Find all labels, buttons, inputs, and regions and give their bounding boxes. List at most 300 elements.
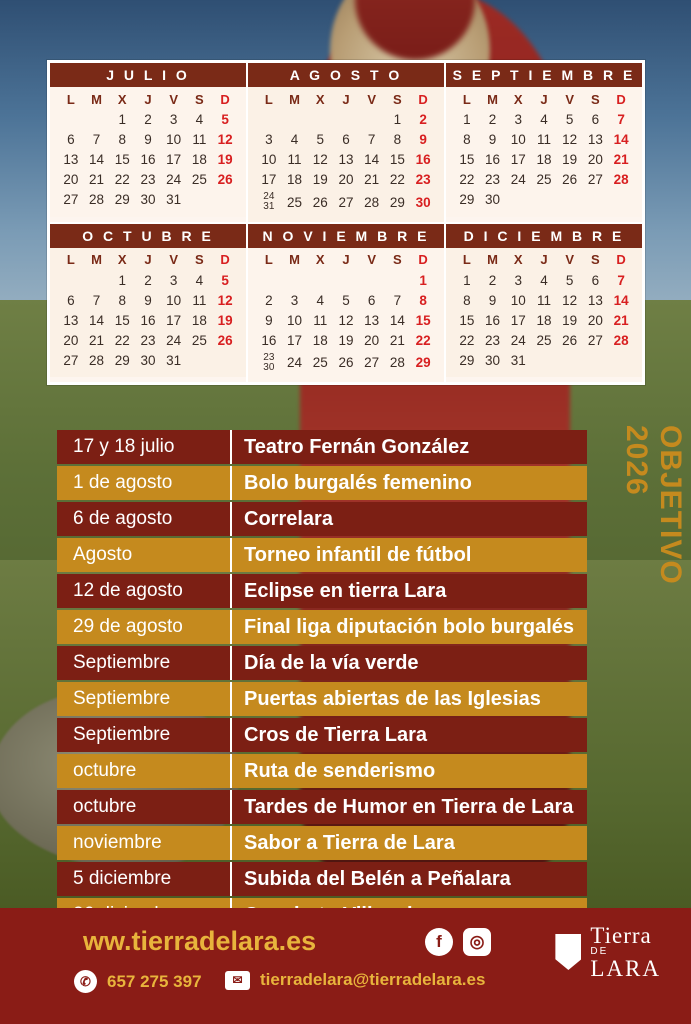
- weekday-header: D: [220, 252, 230, 267]
- calendar-day[interactable]: 10: [510, 292, 526, 308]
- calendar-day[interactable]: 27: [338, 194, 354, 210]
- calendar-day[interactable]: 4: [316, 292, 325, 308]
- calendar-day[interactable]: 12: [217, 132, 233, 147]
- calendar-week-row: [256, 110, 436, 130]
- event-row[interactable]: [57, 862, 587, 896]
- calendar-day-empty: [385, 270, 411, 290]
- calendar-day[interactable]: 26: [217, 332, 233, 348]
- calendar-day[interactable]: 3: [169, 112, 178, 127]
- calendar-day[interactable]: 20: [364, 332, 380, 348]
- calendar-day-empty: [359, 270, 385, 290]
- event-date: Agosto: [57, 538, 232, 572]
- calendar-day[interactable]: 9: [265, 312, 273, 328]
- calendar-day[interactable]: 23: [485, 332, 501, 348]
- phone-number[interactable]: 657 275 397: [107, 971, 202, 991]
- month-body: [50, 87, 246, 217]
- calendar-day[interactable]: 11: [536, 292, 551, 308]
- calendar-week-row: [256, 130, 436, 150]
- calendar-day[interactable]: 1: [419, 272, 427, 288]
- calendar-week-row: [454, 110, 634, 130]
- calendar-day[interactable]: 14: [389, 312, 405, 328]
- calendar-day[interactable]: 6: [591, 112, 600, 127]
- calendar-day[interactable]: 31: [166, 352, 182, 368]
- calendar-day[interactable]: 28: [364, 194, 380, 210]
- calendar-day[interactable]: 23 30: [263, 351, 275, 373]
- weekday-header: L: [66, 252, 75, 267]
- calendar-day-empty: [531, 190, 557, 210]
- calendar-day[interactable]: 26: [338, 355, 354, 370]
- event-date: 5 diciembre: [57, 862, 232, 896]
- envelope-icon: ✉: [225, 971, 250, 990]
- calendar-day[interactable]: 25: [191, 172, 207, 187]
- month-title: S E P T I E M B R E: [446, 63, 642, 87]
- calendar-day[interactable]: 28: [89, 352, 105, 368]
- calendar-day[interactable]: 17: [510, 312, 526, 328]
- calendar-day[interactable]: 12: [217, 292, 233, 308]
- calendar-week-row: [256, 350, 436, 375]
- calendar-day-empty: [608, 350, 634, 370]
- calendar-day[interactable]: 19: [562, 312, 578, 328]
- calendar-day[interactable]: 20: [63, 172, 79, 187]
- calendar-day[interactable]: 29: [114, 352, 130, 368]
- weekday-header: V: [169, 252, 178, 267]
- weekday-header: X: [117, 91, 127, 107]
- month-title: D I C I E M B R E: [446, 224, 642, 248]
- calendar-day[interactable]: 10: [510, 132, 526, 147]
- calendar-day[interactable]: 29: [459, 352, 475, 368]
- event-name: Bolo burgalés femenino: [232, 466, 587, 500]
- event-name: Cros de Tierra Lara: [232, 718, 587, 752]
- calendar-day[interactable]: 3: [265, 132, 273, 147]
- calendar-day[interactable]: 7: [617, 112, 625, 127]
- calendar-day[interactable]: 3: [169, 272, 178, 288]
- calendar-day[interactable]: 18: [191, 312, 207, 328]
- calendar-day-empty: [505, 190, 531, 210]
- instagram-icon[interactable]: ◎: [463, 928, 491, 956]
- calendar-day[interactable]: 20: [338, 172, 354, 187]
- calendar-day[interactable]: 13: [587, 132, 603, 147]
- brand-line3: LARA: [590, 956, 661, 981]
- calendar-day[interactable]: 23: [485, 172, 501, 187]
- calendar-day-empty: [333, 110, 359, 130]
- weekday-header: S: [195, 91, 204, 107]
- event-row[interactable]: [57, 610, 587, 644]
- calendar-day[interactable]: 9: [419, 132, 427, 147]
- calendar-day[interactable]: 1: [118, 272, 127, 288]
- calendar-week-row: [256, 310, 436, 330]
- calendar-day[interactable]: 11: [536, 132, 551, 147]
- calendar-day[interactable]: 22: [114, 332, 130, 348]
- calendar-week-row: [58, 290, 238, 310]
- calendar-month-julio: [49, 62, 247, 223]
- calendar-day[interactable]: 5: [342, 292, 350, 308]
- calendar-day-empty: [58, 270, 84, 290]
- calendar-day[interactable]: 18: [191, 152, 207, 167]
- calendar-day[interactable]: 30: [140, 352, 156, 368]
- calendar-day[interactable]: 25: [536, 172, 552, 187]
- calendar-day-empty: [84, 270, 110, 290]
- calendar-day[interactable]: 24: [510, 172, 526, 187]
- calendar-day[interactable]: 16: [485, 312, 501, 328]
- calendar-week-row: [454, 190, 634, 210]
- weekday-header: J: [342, 91, 350, 107]
- calendar-week-row: [58, 130, 238, 150]
- calendar-day[interactable]: 1: [118, 112, 127, 127]
- calendar-day[interactable]: 27: [364, 355, 380, 370]
- calendar-day[interactable]: 10: [166, 132, 182, 147]
- calendar-day[interactable]: 10: [166, 292, 182, 308]
- calendar-day[interactable]: 5: [221, 272, 229, 288]
- calendar-day[interactable]: 7: [92, 132, 101, 147]
- weekday-header: D: [418, 91, 428, 107]
- calendar-day[interactable]: 2: [144, 112, 152, 127]
- calendar-day[interactable]: 19: [312, 172, 328, 187]
- calendar-day[interactable]: 7: [367, 132, 376, 147]
- calendar-day[interactable]: 29: [415, 355, 431, 370]
- calendar-day[interactable]: 28: [613, 172, 629, 187]
- weekday-header: J: [144, 252, 152, 267]
- calendar-day[interactable]: 22: [415, 332, 431, 348]
- calendar-day[interactable]: 5: [316, 132, 325, 147]
- calendar-day[interactable]: 24: [287, 355, 303, 370]
- month-body: [50, 248, 246, 378]
- event-row[interactable]: [57, 538, 587, 572]
- weekday-header: J: [144, 91, 152, 107]
- calendar-day[interactable]: 18: [536, 152, 552, 167]
- calendar-day[interactable]: 4: [540, 272, 548, 288]
- calendar-day[interactable]: 21: [364, 172, 380, 187]
- calendar-day[interactable]: 26: [562, 332, 578, 348]
- month-title: O C T U B R E: [50, 224, 246, 248]
- calendar-day[interactable]: 11: [192, 292, 207, 308]
- calendar-week-row: [58, 110, 238, 130]
- calendar-day[interactable]: 22: [114, 172, 130, 187]
- calendar-day[interactable]: 2: [488, 112, 497, 127]
- calendar-day[interactable]: 21: [389, 332, 405, 348]
- calendar-day[interactable]: 27: [587, 332, 603, 348]
- calendar-day[interactable]: 15: [389, 152, 405, 167]
- calendar-day[interactable]: 6: [342, 132, 350, 147]
- calendar-day[interactable]: 12: [562, 292, 578, 308]
- event-name: Tardes de Humor en Tierra de Lara: [232, 790, 587, 824]
- calendar-day-empty: [359, 110, 385, 130]
- calendar-day[interactable]: 11: [192, 132, 207, 147]
- calendar-day[interactable]: 12: [338, 312, 354, 328]
- calendar-day[interactable]: 14: [89, 152, 105, 167]
- calendar-day[interactable]: 4: [290, 132, 299, 147]
- calendar-day[interactable]: 7: [393, 292, 402, 308]
- calendar-day-empty: [187, 190, 213, 210]
- month-table: [454, 89, 634, 210]
- event-row[interactable]: [57, 718, 587, 752]
- weekday-header: V: [565, 91, 574, 107]
- calendar-day[interactable]: 24 31: [263, 191, 275, 212]
- calendar-day-empty: [212, 190, 238, 210]
- calendar-week-row: [256, 170, 436, 190]
- calendar-day[interactable]: 17: [510, 152, 526, 167]
- weekday-header: D: [418, 252, 428, 267]
- weekday-header: S: [195, 252, 204, 267]
- month-body: [446, 248, 642, 378]
- calendar-day[interactable]: 26: [312, 194, 328, 210]
- calendar-day[interactable]: 11: [313, 312, 328, 328]
- calendar-week-row: [454, 150, 634, 170]
- calendar-day[interactable]: 30: [485, 192, 501, 207]
- calendar-day[interactable]: 2: [419, 112, 427, 127]
- event-name: Ruta de senderismo: [232, 754, 587, 788]
- calendar-day[interactable]: 9: [488, 132, 497, 147]
- weekday-header: M: [487, 252, 498, 267]
- calendar-day[interactable]: 5: [565, 112, 574, 127]
- event-name: Eclipse en tierra Lara: [232, 574, 587, 608]
- calendar-day[interactable]: 25: [287, 194, 303, 210]
- calendar-day[interactable]: 28: [89, 192, 105, 207]
- calendar-day[interactable]: 23: [140, 172, 156, 187]
- brand-line1: Tierra: [590, 923, 652, 948]
- event-row[interactable]: [57, 826, 587, 860]
- month-title: J U L I O: [50, 63, 246, 87]
- weekday-header: S: [591, 91, 600, 107]
- calendar-day[interactable]: 14: [89, 312, 105, 328]
- weekday-header: V: [367, 252, 376, 267]
- calendar-day[interactable]: 1: [463, 112, 471, 127]
- calendar-day-empty: [333, 270, 359, 290]
- calendar-day-empty: [256, 270, 282, 290]
- calendar-day[interactable]: 16: [140, 312, 156, 328]
- calendar-day[interactable]: 31: [510, 352, 526, 368]
- calendar-day[interactable]: 13: [338, 152, 354, 167]
- calendar-day[interactable]: 19: [217, 312, 233, 328]
- event-row[interactable]: [57, 502, 587, 536]
- event-name: Teatro Fernán González: [232, 430, 587, 464]
- calendar-day[interactable]: 28: [613, 332, 629, 348]
- month-table: [58, 250, 238, 371]
- calendar-day[interactable]: 16: [485, 152, 501, 167]
- calendar-day[interactable]: 12: [312, 152, 328, 167]
- calendar-day[interactable]: 19: [562, 152, 578, 167]
- calendar-week-row: [256, 270, 436, 290]
- calendar-week-row: [454, 170, 634, 190]
- weekday-header: M: [487, 91, 498, 107]
- event-date: 17 y 18 julio: [57, 430, 232, 464]
- calendar-day[interactable]: 24: [166, 172, 182, 187]
- calendar-day[interactable]: 9: [144, 292, 152, 308]
- calendar-day[interactable]: 21: [89, 172, 105, 187]
- calendar-day[interactable]: 2: [265, 292, 273, 308]
- calendar-day[interactable]: 11: [287, 152, 302, 167]
- calendar-day[interactable]: 3: [290, 292, 299, 308]
- event-name: Día de la vía verde: [232, 646, 587, 680]
- weekday-header: L: [462, 91, 471, 107]
- calendar-day[interactable]: 6: [67, 292, 75, 308]
- event-name: Correlara: [232, 502, 587, 536]
- calendar-day[interactable]: 21: [613, 312, 629, 328]
- month-title: N O V I E M B R E: [248, 224, 444, 248]
- calendar-day[interactable]: 18: [312, 332, 328, 348]
- month-body: [248, 87, 444, 222]
- calendar-day[interactable]: 17: [287, 332, 303, 348]
- calendar-day[interactable]: 22: [459, 332, 475, 348]
- calendar-day[interactable]: 16: [415, 152, 431, 167]
- calendar-day[interactable]: 18: [287, 172, 303, 187]
- calendar-day[interactable]: 14: [613, 132, 629, 147]
- calendar-day[interactable]: 13: [63, 152, 79, 167]
- calendar-day[interactable]: 26: [562, 172, 578, 187]
- calendar-day[interactable]: 8: [463, 132, 471, 147]
- calendar-day[interactable]: 7: [92, 292, 101, 308]
- calendar-day[interactable]: 1: [463, 272, 471, 288]
- calendar-day[interactable]: 27: [63, 352, 79, 368]
- calendar-month-octubre: [49, 223, 247, 384]
- event-date: 1 de agosto: [57, 466, 232, 500]
- calendar-day[interactable]: 20: [63, 332, 79, 348]
- email-row: [225, 970, 485, 990]
- weekday-header: L: [66, 91, 75, 107]
- calendar-day[interactable]: 29: [114, 192, 130, 207]
- calendar-day-empty: [307, 270, 333, 290]
- calendar-day[interactable]: 2: [488, 272, 497, 288]
- calendar-day[interactable]: 17: [166, 152, 182, 167]
- calendar-day[interactable]: 26: [217, 172, 233, 187]
- website-link[interactable]: ww.tierradelara.es: [83, 926, 317, 956]
- calendar-day[interactable]: 20: [587, 152, 603, 167]
- calendar-day-empty: [58, 110, 84, 130]
- calendar-day[interactable]: 28: [389, 355, 405, 370]
- event-row[interactable]: [57, 646, 587, 680]
- calendar-day[interactable]: 25: [191, 332, 207, 348]
- event-row[interactable]: [57, 574, 587, 608]
- calendar-day[interactable]: 6: [367, 292, 376, 308]
- calendar-day[interactable]: 1: [393, 112, 402, 127]
- calendar-day[interactable]: 13: [364, 312, 380, 328]
- calendar-day[interactable]: 23: [140, 332, 156, 348]
- calendar-day[interactable]: 2: [144, 272, 152, 288]
- weekday-header: D: [220, 91, 230, 107]
- weekday-header: D: [616, 252, 626, 267]
- calendar-day[interactable]: 7: [617, 272, 625, 288]
- facebook-icon[interactable]: f: [425, 928, 453, 956]
- calendar-day[interactable]: 10: [261, 152, 277, 167]
- calendar-day[interactable]: 4: [195, 272, 204, 288]
- weekday-header: D: [616, 91, 626, 107]
- calendar-month-agosto: [247, 62, 445, 223]
- calendar-day[interactable]: 9: [144, 132, 152, 147]
- calendar-day[interactable]: 24: [510, 332, 526, 348]
- calendar-day[interactable]: 8: [463, 292, 471, 308]
- calendar-day[interactable]: 19: [217, 152, 233, 167]
- calendar-week-row: [256, 330, 436, 350]
- weekday-header: S: [393, 252, 402, 267]
- calendar-day[interactable]: 20: [587, 312, 603, 328]
- calendar-day[interactable]: 8: [393, 132, 402, 147]
- calendar-day[interactable]: 17: [166, 312, 182, 328]
- calendar-day[interactable]: 14: [613, 292, 629, 308]
- event-row[interactable]: [57, 430, 587, 464]
- calendar-day[interactable]: 4: [540, 112, 548, 127]
- calendar-day[interactable]: 16: [261, 332, 277, 348]
- calendar-day-empty: [187, 350, 213, 370]
- calendar-day[interactable]: 15: [114, 152, 130, 167]
- calendar-day[interactable]: 8: [118, 132, 127, 147]
- event-row[interactable]: [57, 790, 587, 824]
- weekday-header: L: [264, 91, 273, 107]
- calendar-day[interactable]: 27: [587, 172, 603, 187]
- calendar-day[interactable]: 3: [514, 112, 523, 127]
- calendar-day[interactable]: 30: [485, 352, 501, 368]
- calendar-day[interactable]: 23: [415, 172, 431, 187]
- month-table: [256, 89, 436, 215]
- calendar-day[interactable]: 27: [63, 192, 79, 207]
- event-row[interactable]: [57, 754, 587, 788]
- calendar-grid: [47, 60, 645, 385]
- calendar-day[interactable]: 29: [459, 192, 475, 207]
- calendar-day[interactable]: 15: [459, 312, 475, 328]
- calendar-day[interactable]: 17: [261, 172, 277, 187]
- brand-logo: [555, 924, 661, 980]
- calendar-day[interactable]: 22: [389, 172, 405, 187]
- calendar-day[interactable]: 22: [459, 172, 475, 187]
- event-row[interactable]: [57, 466, 587, 500]
- event-date: 29 de agosto: [57, 610, 232, 644]
- event-date: octubre: [57, 754, 232, 788]
- calendar-day[interactable]: 6: [591, 272, 600, 288]
- calendar-day[interactable]: 30: [415, 194, 431, 210]
- calendar-week-row: [256, 190, 436, 215]
- calendar-day[interactable]: 24: [166, 332, 182, 348]
- weekday-header: X: [513, 91, 523, 107]
- calendar-day[interactable]: 15: [114, 312, 130, 328]
- calendar-day[interactable]: 21: [613, 152, 629, 167]
- calendar-day[interactable]: 6: [67, 132, 75, 147]
- calendar-day[interactable]: 29: [389, 194, 405, 210]
- calendar-day[interactable]: 5: [565, 272, 574, 288]
- calendar-day[interactable]: 30: [140, 192, 156, 207]
- calendar-week-row: [454, 330, 634, 350]
- calendar-day[interactable]: 8: [118, 292, 127, 308]
- email-address[interactable]: tierradelara@tierradelara.es: [260, 970, 486, 989]
- calendar-month-septiembre: [445, 62, 643, 223]
- calendar-day-empty: [583, 350, 609, 370]
- calendar-day[interactable]: 15: [459, 152, 475, 167]
- weekday-header: J: [342, 252, 350, 267]
- calendar-day[interactable]: 19: [338, 332, 354, 348]
- calendar-day[interactable]: 15: [415, 312, 431, 328]
- calendar-day[interactable]: 18: [536, 312, 552, 328]
- event-date: octubre: [57, 790, 232, 824]
- calendar-day[interactable]: 13: [587, 292, 603, 308]
- calendar-day[interactable]: 9: [488, 292, 497, 308]
- weekday-header: M: [91, 91, 102, 107]
- calendar-day[interactable]: 12: [562, 132, 578, 147]
- calendar-day[interactable]: 10: [287, 312, 303, 328]
- calendar-day[interactable]: 25: [536, 332, 552, 348]
- calendar-day[interactable]: 8: [419, 292, 427, 308]
- calendar-day[interactable]: 4: [195, 112, 204, 127]
- weekday-header: M: [289, 252, 300, 267]
- month-body: [446, 87, 642, 217]
- calendar-day[interactable]: 3: [514, 272, 523, 288]
- calendar-day[interactable]: 16: [140, 152, 156, 167]
- calendar-day[interactable]: 25: [312, 355, 328, 370]
- weekday-header: X: [513, 252, 523, 267]
- event-row[interactable]: [57, 682, 587, 716]
- calendar-week-row: [58, 150, 238, 170]
- calendar-day[interactable]: 21: [89, 332, 105, 348]
- calendar-day[interactable]: 5: [221, 112, 229, 127]
- calendar-day[interactable]: 13: [63, 312, 79, 328]
- calendar-day[interactable]: 31: [166, 192, 182, 207]
- calendar-day[interactable]: 14: [364, 152, 380, 167]
